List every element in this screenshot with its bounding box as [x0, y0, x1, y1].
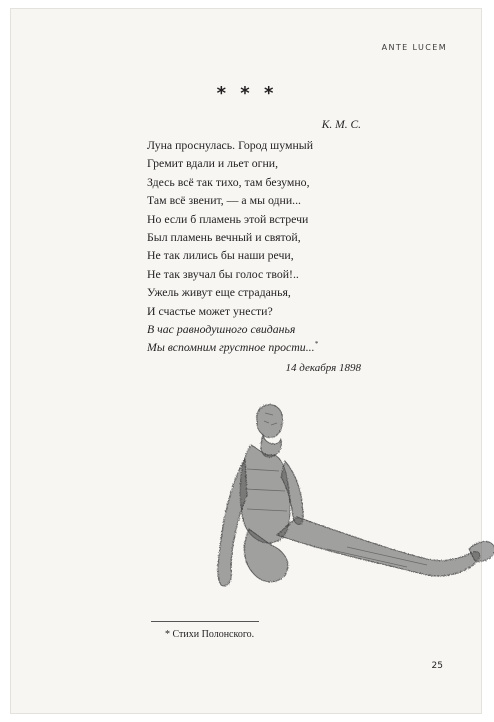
section-stars: * * *	[216, 83, 278, 104]
book-page	[10, 8, 482, 714]
running-head: ANTE LUCEM	[381, 43, 447, 52]
poem-line: Но если б пламень этой встречи	[147, 211, 309, 226]
footnote-rule	[151, 621, 259, 622]
poem-line: Там всё звенит, — а мы одни...	[147, 193, 301, 208]
footnote-marker: *	[314, 340, 319, 349]
poem-line: Не так лились бы наши речи,	[147, 248, 294, 263]
poem-line: Гремит вдали и льет огни,	[147, 156, 279, 171]
poem-text	[147, 136, 318, 357]
poem-date: 14 декабря 1898	[285, 362, 361, 374]
poem-line-text: Мы вспомним грустное прости...	[147, 340, 315, 355]
dedication: К. М. С.	[321, 119, 361, 131]
poem-line: Луна проснулась. Город шумный	[147, 138, 314, 152]
poem-line-last	[147, 338, 318, 356]
poem-line: Ужель живут еще страданья,	[147, 285, 291, 300]
poem-line: Не так звучал бы голос твой!..	[147, 266, 299, 281]
poem-line: В час равнодушного свиданья	[147, 322, 296, 337]
footnote: * Стихи Полонского.	[165, 629, 255, 640]
poem-line: Был пламень вечный и святой,	[147, 230, 301, 245]
poem-line: Здесь всё так тихо, там безумно,	[147, 174, 310, 189]
sketch-seated-figure-icon	[207, 399, 494, 609]
page-number: 25	[431, 661, 443, 671]
poem-line: И счастье может унести?	[147, 303, 273, 318]
